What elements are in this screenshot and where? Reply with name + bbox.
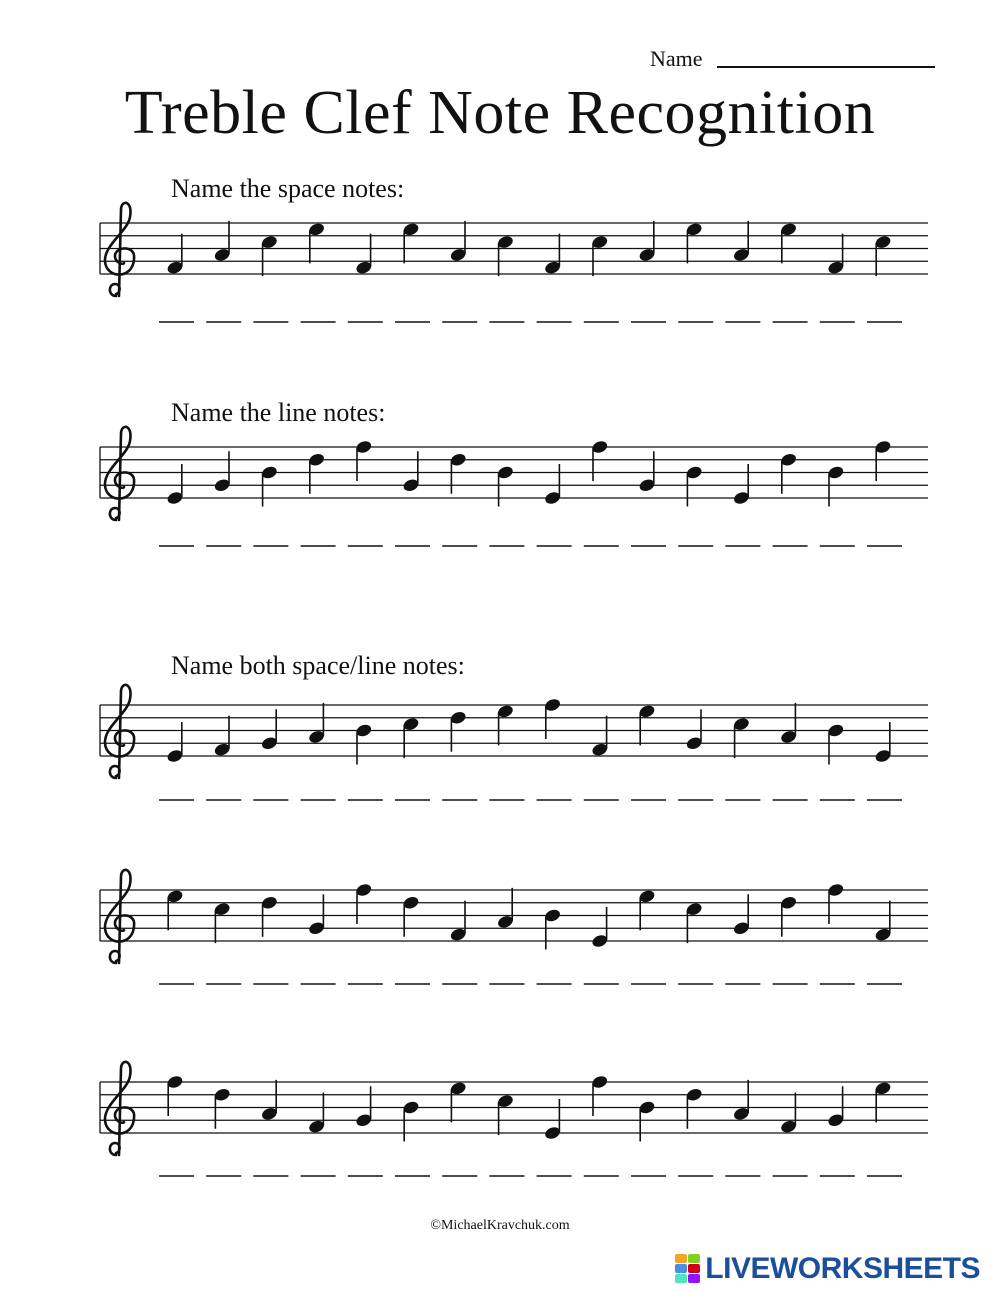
treble-clef-icon: [105, 685, 134, 778]
note-F: [544, 234, 562, 276]
note-C: [402, 716, 420, 758]
note-E: [638, 889, 656, 931]
treble-clef-icon: [105, 870, 134, 963]
note-A: [496, 888, 514, 930]
treble-clef-icon: [105, 1062, 134, 1155]
note-A: [260, 1080, 278, 1122]
note-A: [213, 221, 231, 263]
note-E: [496, 704, 514, 746]
logo-blocks-icon: [675, 1254, 701, 1284]
copyright-text: ©MichaelKravchuk.com: [430, 1218, 570, 1233]
note-F: [591, 716, 609, 758]
staff-5: [100, 1062, 928, 1176]
treble-clef-icon: [105, 427, 134, 520]
note-C: [496, 1093, 514, 1135]
note-C: [213, 901, 231, 943]
staff-1: [100, 203, 928, 322]
treble-clef-icon: [105, 203, 134, 296]
note-F: [449, 901, 467, 943]
instruction-space: Name the space notes:: [171, 174, 405, 203]
note-A: [780, 703, 798, 745]
note-A: [732, 221, 750, 263]
staff-4: [100, 870, 928, 984]
note-E: [449, 1081, 467, 1123]
note-E: [402, 222, 420, 264]
note-F: [874, 901, 892, 943]
note-E: [308, 222, 326, 264]
note-C: [685, 901, 703, 943]
name-label: Name: [650, 46, 703, 71]
page-title: Treble Clef Note Recognition: [124, 79, 876, 147]
staff-3: [100, 685, 928, 800]
note-C: [260, 234, 278, 276]
note-E: [685, 222, 703, 264]
note-C: [874, 234, 892, 276]
note-C: [496, 234, 514, 276]
note-E: [780, 222, 798, 264]
note-F: [308, 1093, 326, 1135]
instruction-both: Name both space/line notes:: [171, 651, 465, 680]
note-C: [732, 716, 750, 758]
staff-2: [100, 427, 928, 546]
note-E: [166, 889, 184, 931]
note-F: [780, 1093, 798, 1135]
note-E: [874, 1081, 892, 1123]
instruction-line: Name the line notes:: [171, 398, 386, 427]
note-F: [166, 234, 184, 276]
liveworksheets-logo[interactable]: [675, 1252, 980, 1286]
note-E: [638, 704, 656, 746]
note-F: [827, 234, 845, 276]
note-F: [355, 234, 373, 276]
note-F: [213, 716, 231, 758]
note-A: [449, 221, 467, 263]
note-A: [308, 703, 326, 745]
note-A: [638, 221, 656, 263]
note-A: [732, 1080, 750, 1122]
note-C: [591, 234, 609, 276]
logo-text: LIVEWORKSHEETS: [705, 1252, 980, 1285]
